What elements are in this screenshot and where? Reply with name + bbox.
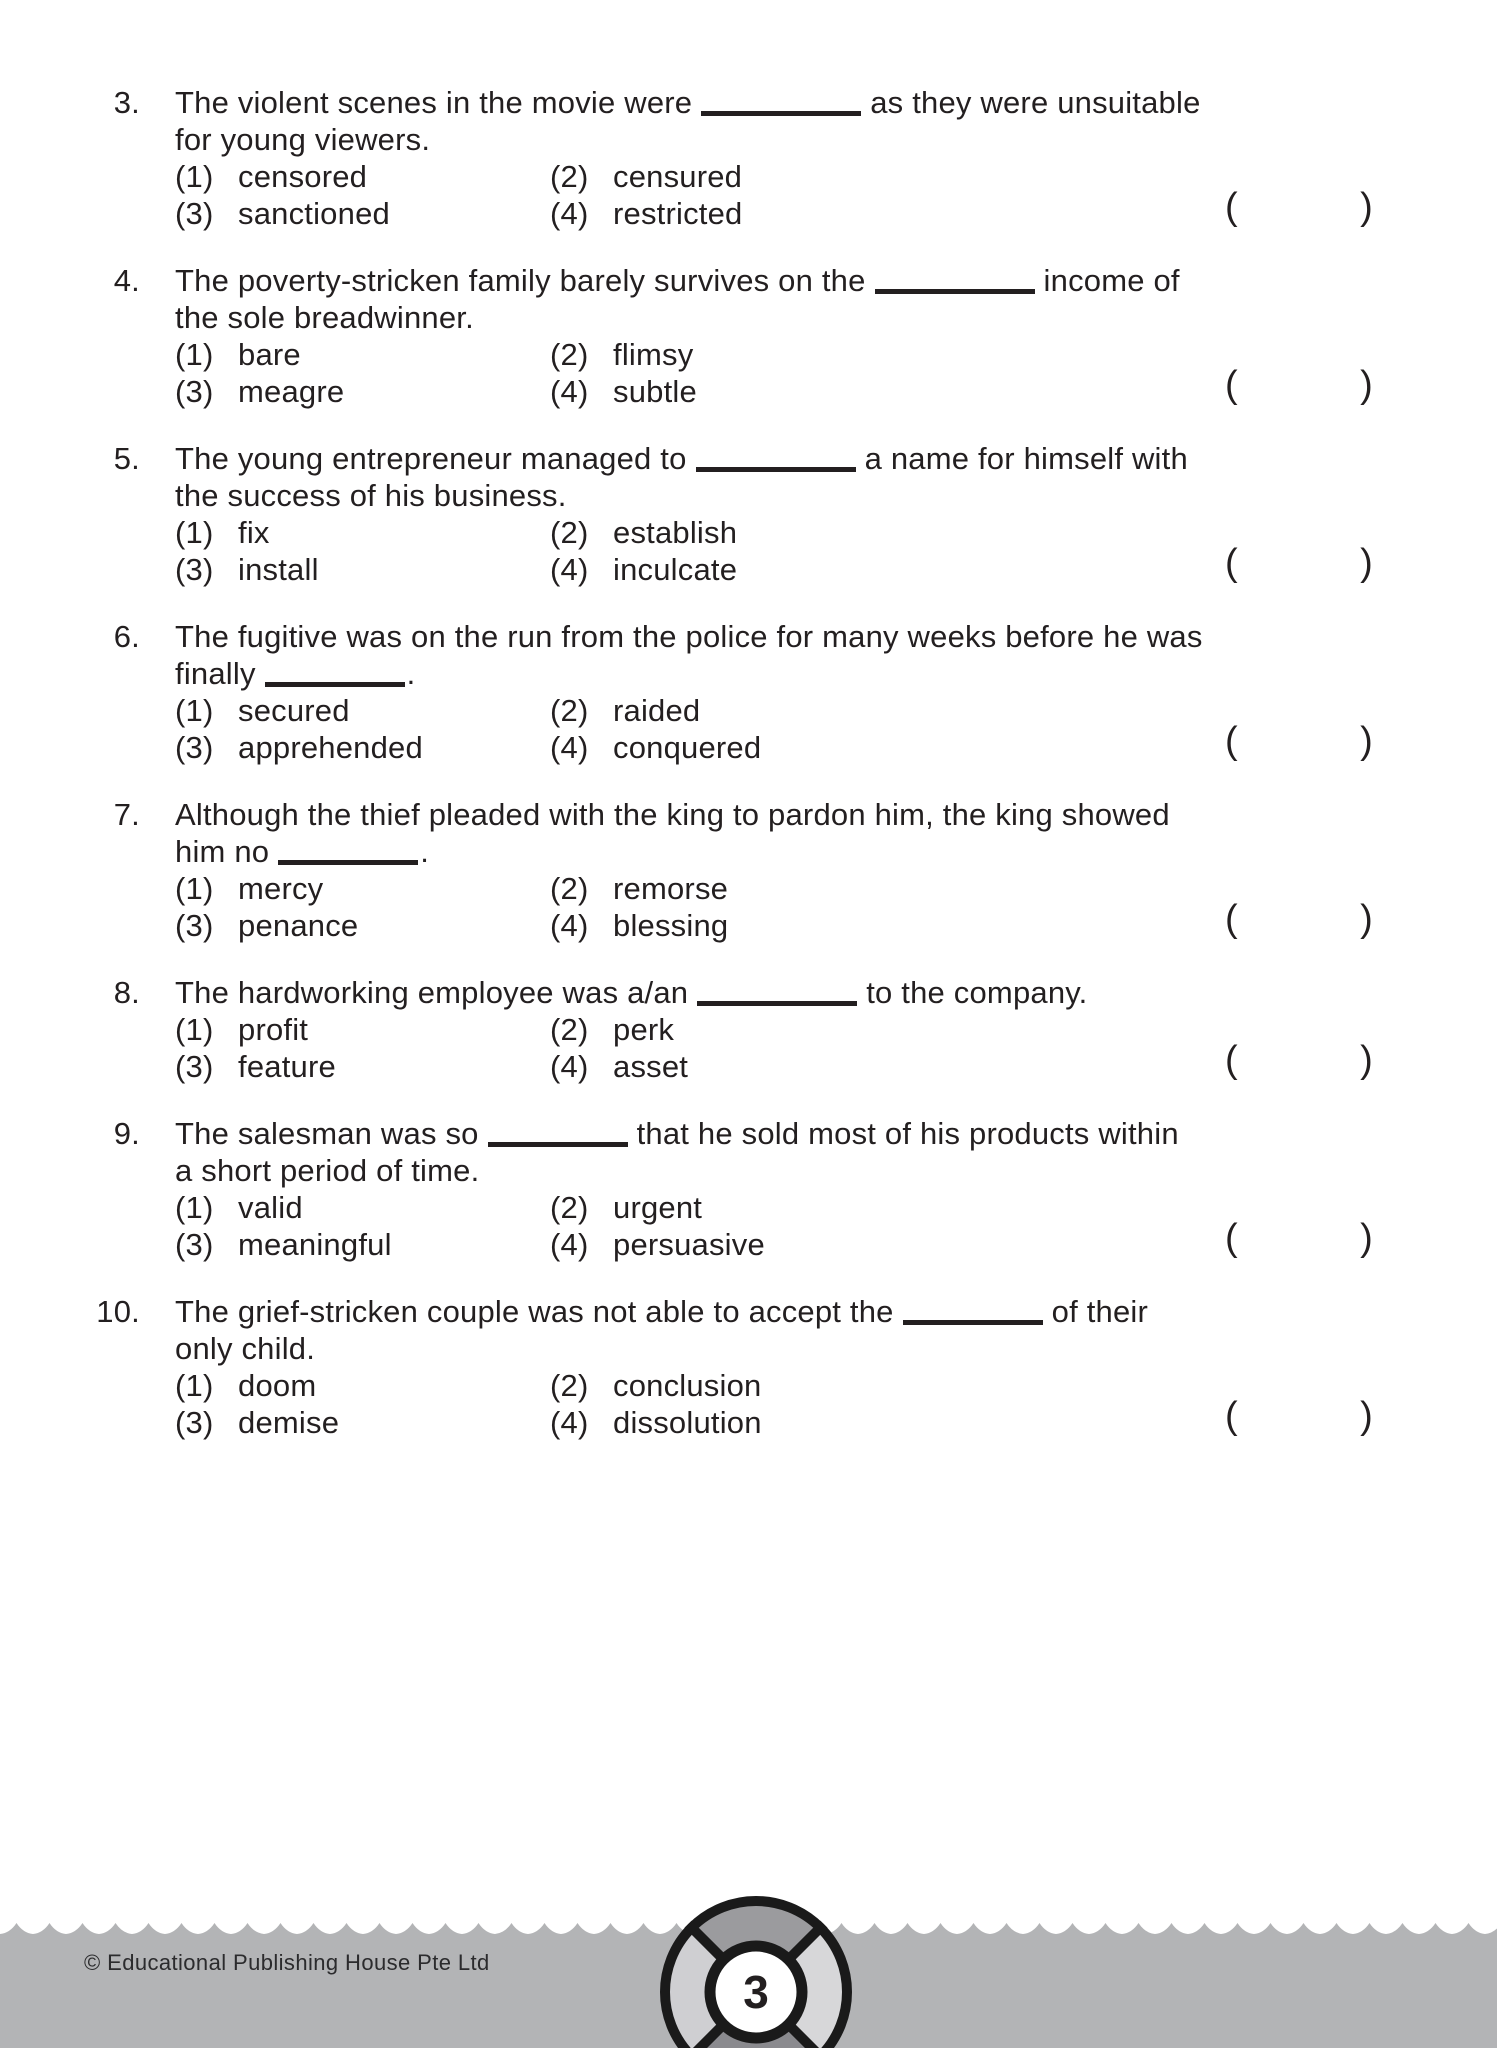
paren-open: ( [1225, 364, 1238, 406]
answer-brackets[interactable] [1225, 898, 1373, 940]
page-number: 3 [743, 1966, 769, 2018]
question-number: 3. [113, 85, 140, 120]
option-label: (2) [550, 159, 589, 194]
option-text: inculcate [613, 552, 738, 587]
question-7 [0, 796, 1497, 944]
option-text: conclusion [613, 1368, 762, 1403]
paren-open: ( [1225, 1039, 1238, 1081]
question-5 [0, 440, 1497, 588]
questions-area [0, 84, 1497, 1471]
option-label: (2) [550, 1012, 589, 1047]
option-text: restricted [613, 196, 743, 231]
answer-brackets[interactable] [1225, 364, 1373, 406]
option-text: doom [238, 1368, 317, 1403]
answer-blank[interactable] [265, 678, 405, 687]
option-label: (4) [550, 1049, 589, 1084]
question-number: 5. [113, 441, 140, 476]
option-label: (4) [550, 908, 589, 943]
option-label: (4) [550, 1227, 589, 1262]
option-label: (4) [550, 374, 589, 409]
option-label: (3) [175, 552, 214, 587]
paren-open: ( [1225, 1217, 1238, 1259]
question-number: 4. [113, 263, 140, 298]
option-text: raided [613, 693, 701, 728]
question-10 [0, 1293, 1497, 1441]
option-label: (2) [550, 1190, 589, 1225]
option-label: (1) [175, 1190, 214, 1225]
option-text: flimsy [613, 337, 694, 372]
option-text: apprehended [238, 730, 423, 765]
question-number: 7. [113, 797, 140, 832]
option-label: (4) [550, 196, 589, 231]
question-text: income of [1043, 263, 1180, 298]
question-text: a name for himself with [864, 441, 1188, 476]
option-label: (3) [175, 374, 214, 409]
question-number: 6. [113, 619, 140, 654]
option-label: (1) [175, 1012, 214, 1047]
option-text: establish [613, 515, 738, 550]
question-number: 9. [113, 1116, 140, 1151]
paren-close: ) [1360, 364, 1373, 406]
question-text: Although the thief pleaded with the king to pardon him, the king showed [175, 797, 1170, 832]
option-label: (1) [175, 693, 214, 728]
question-6 [0, 618, 1497, 766]
question-number: 10. [96, 1294, 140, 1329]
option-label: (1) [175, 515, 214, 550]
option-label: (4) [550, 552, 589, 587]
paren-open: ( [1225, 898, 1238, 940]
question-text: the sole breadwinner. [175, 300, 474, 335]
option-label: (3) [175, 196, 214, 231]
option-label: (1) [175, 1368, 214, 1403]
paren-open: ( [1225, 1395, 1238, 1437]
option-text: blessing [613, 908, 729, 943]
option-label: (1) [175, 159, 214, 194]
option-text: conquered [613, 730, 762, 765]
question-9 [0, 1115, 1497, 1263]
question-3 [0, 84, 1497, 232]
option-text: valid [238, 1190, 303, 1225]
option-text: asset [613, 1049, 689, 1084]
option-text: subtle [613, 374, 697, 409]
option-label: (4) [550, 730, 589, 765]
option-text: profit [238, 1012, 309, 1047]
question-text: finally [175, 656, 256, 691]
option-text: censured [613, 159, 743, 194]
question-text: . [420, 834, 430, 869]
option-label: (1) [175, 871, 214, 906]
question-text: as they were unsuitable [870, 85, 1201, 120]
answer-blank[interactable] [875, 285, 1035, 294]
lifebuoy-icon [660, 1896, 852, 2048]
option-text: demise [238, 1405, 340, 1440]
answer-blank[interactable] [278, 856, 418, 865]
question-text: The violent scenes in the movie were [175, 85, 693, 120]
option-text: bare [238, 337, 301, 372]
option-text: persuasive [613, 1227, 765, 1262]
option-text: penance [238, 908, 359, 943]
question-text: The grief-stricken couple was not able to accept the [175, 1294, 894, 1329]
option-text: urgent [613, 1190, 703, 1225]
option-text: sanctioned [238, 196, 390, 231]
option-text: dissolution [613, 1405, 762, 1440]
option-label: (2) [550, 337, 589, 372]
question-text: a short period of time. [175, 1153, 480, 1188]
option-label: (3) [175, 1405, 214, 1440]
answer-brackets[interactable] [1225, 1039, 1373, 1081]
copyright-text: © Educational Publishing House Pte Ltd [84, 1950, 490, 1975]
option-text: censored [238, 159, 368, 194]
paren-open: ( [1225, 542, 1238, 584]
paren-open: ( [1225, 186, 1238, 228]
question-text: him no [175, 834, 270, 869]
option-text: meaningful [238, 1227, 392, 1262]
paren-close: ) [1360, 898, 1373, 940]
option-text: install [238, 552, 319, 587]
option-label: (2) [550, 1368, 589, 1403]
paren-close: ) [1360, 542, 1373, 584]
answer-blank[interactable] [701, 107, 861, 116]
option-label: (2) [550, 693, 589, 728]
option-label: (3) [175, 1049, 214, 1084]
paren-open: ( [1225, 720, 1238, 762]
answer-brackets[interactable] [1225, 1217, 1373, 1259]
question-text: only child. [175, 1331, 316, 1366]
answer-blank[interactable] [903, 1316, 1043, 1325]
option-label: (1) [175, 337, 214, 372]
option-text: feature [238, 1049, 336, 1084]
option-text: remorse [613, 871, 729, 906]
answer-blank[interactable] [696, 463, 856, 472]
question-text: The poverty-stricken family barely survives on the [175, 263, 866, 298]
question-text: the success of his business. [175, 478, 567, 513]
question-8 [0, 974, 1497, 1085]
option-text: meagre [238, 374, 345, 409]
option-text: perk [613, 1012, 675, 1047]
answer-brackets[interactable] [1225, 542, 1373, 584]
option-label: (4) [550, 1405, 589, 1440]
option-text: mercy [238, 871, 324, 906]
option-text: fix [238, 515, 270, 550]
option-label: (3) [175, 1227, 214, 1262]
option-label: (3) [175, 908, 214, 943]
paren-close: ) [1360, 186, 1373, 228]
question-text: for young viewers. [175, 122, 431, 157]
question-text: The fugitive was on the run from the police for many weeks before he was [175, 619, 1203, 654]
question-number: 8. [113, 975, 140, 1010]
question-text: The salesman was so [175, 1116, 479, 1151]
option-label: (2) [550, 515, 589, 550]
paren-close: ) [1360, 1217, 1373, 1259]
answer-brackets[interactable] [1225, 186, 1373, 228]
question-text: of their [1051, 1294, 1148, 1329]
option-text: secured [238, 693, 350, 728]
option-label: (3) [175, 730, 214, 765]
question-text: that he sold most of his products within [636, 1116, 1179, 1151]
question-4 [0, 262, 1497, 410]
question-text: The young entrepreneur managed to [175, 441, 687, 476]
paren-close: ) [1360, 1395, 1373, 1437]
question-text: The hardworking employee was a/an [175, 975, 689, 1010]
paren-close: ) [1360, 720, 1373, 762]
answer-brackets[interactable] [1225, 1395, 1373, 1437]
question-text: to the company. [866, 975, 1088, 1010]
answer-brackets[interactable] [1225, 720, 1373, 762]
option-label: (2) [550, 871, 589, 906]
answer-blank[interactable] [488, 1138, 628, 1147]
answer-blank[interactable] [697, 997, 857, 1006]
question-text: . [406, 656, 416, 691]
paren-close: ) [1360, 1039, 1373, 1081]
